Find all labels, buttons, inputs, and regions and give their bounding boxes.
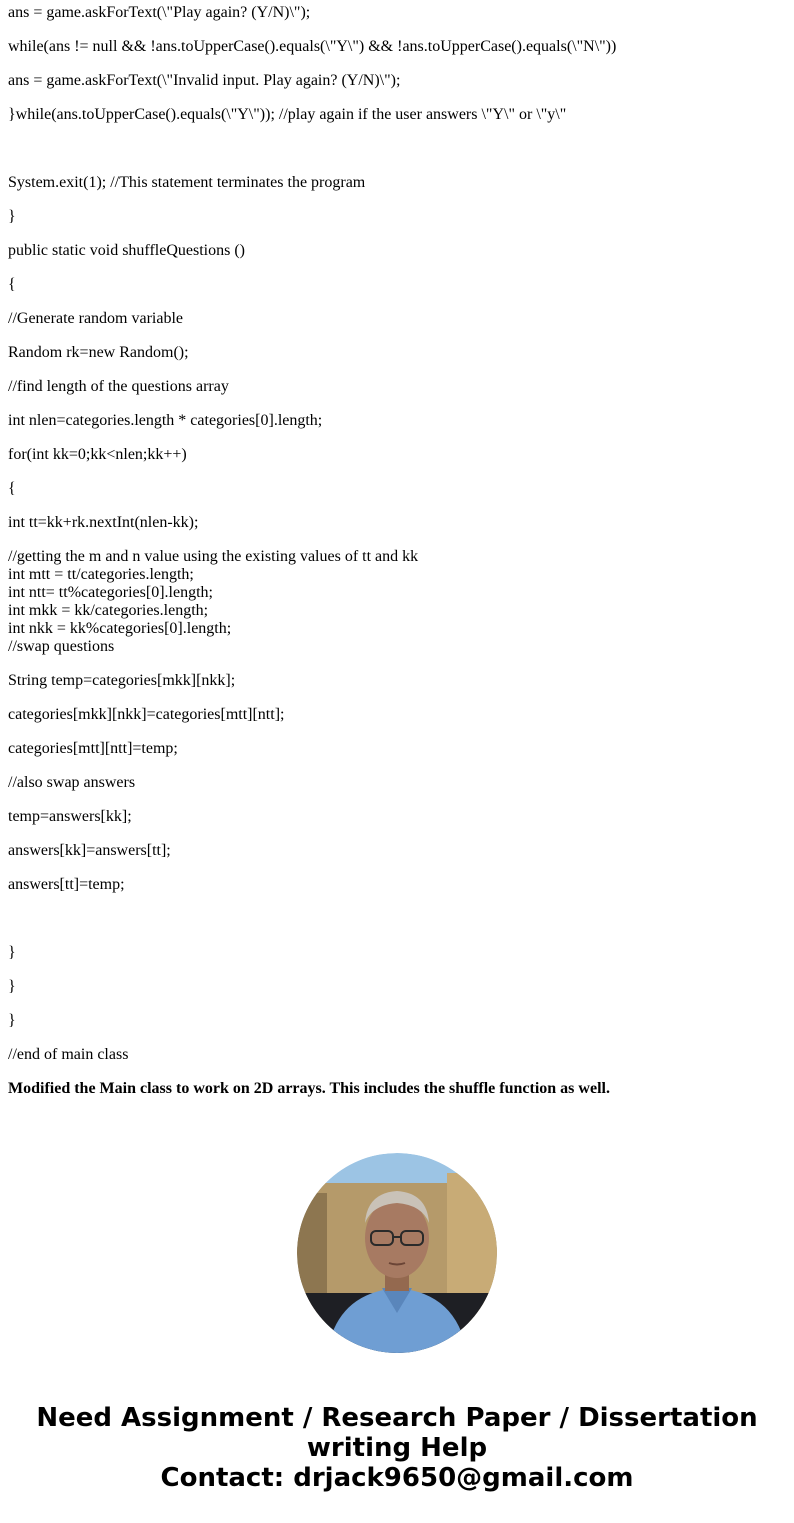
code-section-top: [8, 4, 786, 532]
code-line: int mkk = kk/categories.length;: [8, 602, 209, 619]
code-line: while(ans != null && !ans.toUpperCase().equals(\"Y\") && !ans.toUpperCase().equals(\"N\")): [8, 38, 617, 55]
footer-line-2: writing Help: [306, 1433, 488, 1463]
code-line: ans = game.askForText(\"Invalid input. Play again? (Y/N)\");: [8, 72, 401, 89]
code-line: Random rk=new Random();: [8, 344, 189, 361]
code-line: categories[mkk][nkk]=categories[mtt][ntt];: [8, 706, 285, 723]
code-line: //end of main class: [8, 1046, 129, 1063]
code-line: int ntt= tt%categories[0].length;: [8, 584, 213, 601]
code-line: }: [8, 944, 16, 961]
footer-banner: [0, 1403, 794, 1493]
footer-contact: Contact: drjack9650@gmail.com: [160, 1463, 634, 1493]
code-line: int nkk = kk%categories[0].length;: [8, 620, 232, 637]
code-section-dense: [8, 548, 786, 656]
code-line: String temp=categories[mkk][nkk];: [8, 672, 236, 689]
code-line: System.exit(1); //This statement terminates the program: [8, 174, 366, 191]
code-section-bottom: [8, 672, 786, 1064]
code-line: answers[kk]=answers[tt];: [8, 842, 171, 859]
code-line: categories[mtt][ntt]=temp;: [8, 740, 178, 757]
code-line: //swap questions: [8, 638, 115, 655]
code-line: for(int kk=0;kk<nlen;kk++): [8, 446, 187, 463]
code-line: [8, 140, 786, 158]
code-line: }while(ans.toUpperCase().equals(\"Y\")); //play again if the user answers \"Y\" or \"y\": [8, 106, 567, 123]
code-line: }: [8, 1012, 16, 1029]
code-line: int mtt = tt/categories.length;: [8, 566, 194, 583]
code-line: {: [8, 480, 16, 497]
code-line: answers[tt]=temp;: [8, 876, 125, 893]
code-line: ans = game.askForText(\"Play again? (Y/N)\");: [8, 4, 311, 21]
code-line: [8, 910, 786, 928]
code-line: int tt=kk+rk.nextInt(nlen-kk);: [8, 514, 199, 531]
code-line: //Generate random variable: [8, 310, 184, 327]
author-avatar: [297, 1153, 497, 1353]
code-line: }: [8, 208, 16, 225]
code-line: //find length of the questions array: [8, 378, 229, 395]
code-line: //getting the m and n value using the existing values of tt and kk: [8, 548, 419, 565]
code-line: }: [8, 978, 16, 995]
footer-line-1: Need Assignment / Research Paper / Dissertation: [36, 1403, 758, 1433]
code-line: int nlen=categories.length * categories[0].length;: [8, 412, 323, 429]
code-line: //also swap answers: [8, 774, 136, 791]
author-photo: [297, 1153, 497, 1353]
code-line: temp=answers[kk];: [8, 808, 132, 825]
code-line: public static void shuffleQuestions (): [8, 242, 245, 259]
summary-text: Modified the Main class to work on 2D arrays. This includes the shuffle function as well.: [8, 1080, 610, 1097]
code-line: {: [8, 276, 16, 293]
